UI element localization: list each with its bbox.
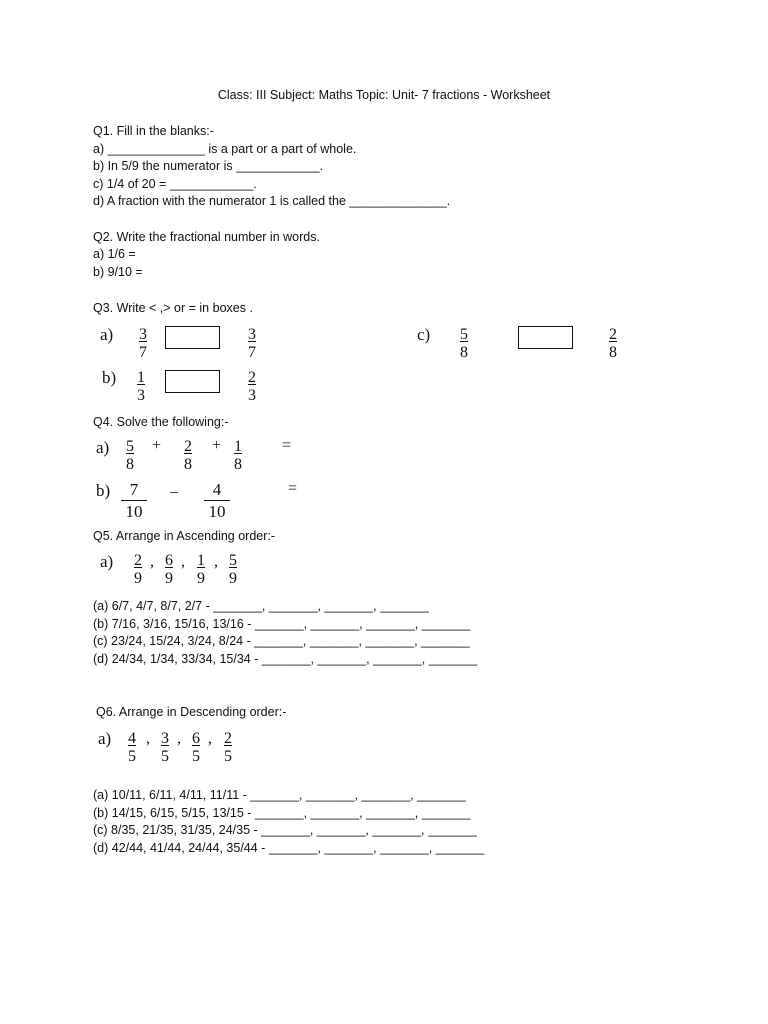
q6-example-comma: , (146, 730, 150, 747)
numerator: 3 (139, 326, 147, 343)
denominator: 9 (134, 570, 142, 587)
q4a-label: a) (96, 438, 110, 457)
q4a-fraction-1 (120, 438, 140, 474)
denominator: 8 (609, 344, 617, 361)
q5-example-fraction-1 (128, 552, 148, 588)
q1-item-b: b) In 5/9 the numerator is ____________. (93, 159, 324, 173)
q4a-equals-sign: = (282, 437, 292, 454)
q3c-right-fraction (603, 326, 623, 362)
q4b-equals-sign: = (288, 480, 298, 497)
numerator: 3 (161, 730, 169, 747)
q6-item-c: (c) 8/35, 21/35, 31/35, 24/35 - _______, _______, _______, _______ (93, 823, 477, 837)
numerator: 5 (126, 438, 134, 455)
q4b-fraction-2 (204, 480, 230, 522)
q6-item-a: (a) 10/11, 6/11, 4/11, 11/11 - _______, _______, _______, _______ (93, 788, 466, 802)
numerator: 4 (204, 480, 230, 501)
denominator: 8 (126, 456, 134, 473)
q2-heading: Q2. Write the fractional number in words. (93, 230, 320, 244)
q4a-fraction-2 (178, 438, 198, 474)
q6-example-comma: , (208, 730, 212, 747)
denominator: 9 (229, 570, 237, 587)
q2-item-a: a) 1/6 = (93, 247, 136, 261)
q5-heading: Q5. Arrange in Ascending order:- (93, 529, 276, 543)
page-title: Class: III Subject: Maths Topic: Unit- 7 fractions - Worksheet (217, 88, 551, 102)
q3a-label: a) (100, 325, 114, 344)
denominator: 10 (125, 502, 143, 521)
q3c-answer-box[interactable] (518, 326, 573, 349)
denominator: 5 (128, 748, 136, 765)
q5-example-comma: , (181, 553, 185, 570)
q3a-answer-box[interactable] (165, 326, 220, 349)
q3b-answer-box[interactable] (165, 370, 220, 393)
denominator: 8 (460, 344, 468, 361)
numerator: 2 (134, 552, 142, 569)
q5-example-label: a) (100, 552, 114, 571)
numerator: 4 (128, 730, 136, 747)
q6-example-fraction-4 (218, 730, 238, 766)
q4-heading: Q4. Solve the following:- (93, 415, 229, 429)
q3c-label: c) (417, 325, 431, 344)
q4a-plus-sign-2: + (212, 437, 222, 454)
denominator: 9 (197, 570, 205, 587)
q6-example-fraction-1 (122, 730, 142, 766)
q1-item-c: c) 1/4 of 20 = ____________. (93, 177, 257, 191)
q2-item-b: b) 9/10 = (93, 265, 143, 279)
numerator: 2 (248, 369, 256, 386)
denominator: 3 (137, 387, 145, 404)
q3b-right-fraction (242, 369, 262, 405)
q5-example-comma: , (150, 553, 154, 570)
q5-item-a: (a) 6/7, 4/7, 8/7, 2/7 - _______, _______, _______, _______ (93, 599, 429, 613)
numerator: 2 (609, 326, 617, 343)
q6-item-b: (b) 14/15, 6/15, 5/15, 13/15 - _______, _______, _______, _______ (93, 806, 471, 820)
numerator: 1 (137, 369, 145, 386)
q4b-minus-sign: _ (170, 478, 178, 495)
q1-item-d: d) A fraction with the numerator 1 is called the ______________. (93, 194, 451, 208)
q3b-left-fraction (131, 369, 151, 405)
q5-example-fraction-3 (191, 552, 211, 588)
denominator: 10 (208, 502, 226, 521)
denominator: 8 (234, 456, 242, 473)
numerator: 3 (248, 326, 256, 343)
q6-item-d: (d) 42/44, 41/44, 24/44, 35/44 - _______, _______, _______, _______ (93, 841, 485, 855)
q3-heading: Q3. Write < ,> or = in boxes . (93, 301, 253, 315)
q4b-fraction-1 (121, 480, 147, 522)
q6-example-fraction-3 (186, 730, 206, 766)
q3a-left-fraction (133, 326, 153, 362)
denominator: 7 (248, 344, 256, 361)
q1-heading: Q1. Fill in the blanks:- (93, 124, 214, 138)
numerator: 1 (197, 552, 205, 569)
numerator: 7 (121, 480, 147, 501)
q6-heading: Q6. Arrange in Descending order:- (96, 705, 287, 719)
numerator: 5 (229, 552, 237, 569)
numerator: 6 (165, 552, 173, 569)
q4b-label: b) (96, 481, 111, 500)
denominator: 5 (192, 748, 200, 765)
numerator: 5 (460, 326, 468, 343)
q6-example-comma: , (177, 730, 181, 747)
q5-item-d: (d) 24/34, 1/34, 33/34, 15/34 - _______, _______, _______, _______ (93, 652, 478, 666)
q1-item-a: a) ______________ is a part or a part of whole. (93, 142, 357, 156)
q4a-fraction-3 (228, 438, 248, 474)
denominator: 3 (248, 387, 256, 404)
q5-item-c: (c) 23/24, 15/24, 3/24, 8/24 - _______, _______, _______, _______ (93, 634, 470, 648)
q3c-left-fraction (454, 326, 474, 362)
denominator: 7 (139, 344, 147, 361)
denominator: 8 (184, 456, 192, 473)
q3a-right-fraction (242, 326, 262, 362)
q6-example-label: a) (98, 729, 112, 748)
numerator: 2 (224, 730, 232, 747)
numerator: 6 (192, 730, 200, 747)
q6-example-fraction-2 (155, 730, 175, 766)
numerator: 1 (234, 438, 242, 455)
denominator: 9 (165, 570, 173, 587)
q5-example-fraction-2 (159, 552, 179, 588)
q5-example-comma: , (214, 553, 218, 570)
denominator: 5 (161, 748, 169, 765)
numerator: 2 (184, 438, 192, 455)
q3b-label: b) (102, 368, 117, 387)
q5-example-fraction-4 (223, 552, 243, 588)
q5-item-b: (b) 7/16, 3/16, 15/16, 13/16 - _______, _______, _______, _______ (93, 617, 471, 631)
q4a-plus-sign: + (152, 437, 162, 454)
denominator: 5 (224, 748, 232, 765)
